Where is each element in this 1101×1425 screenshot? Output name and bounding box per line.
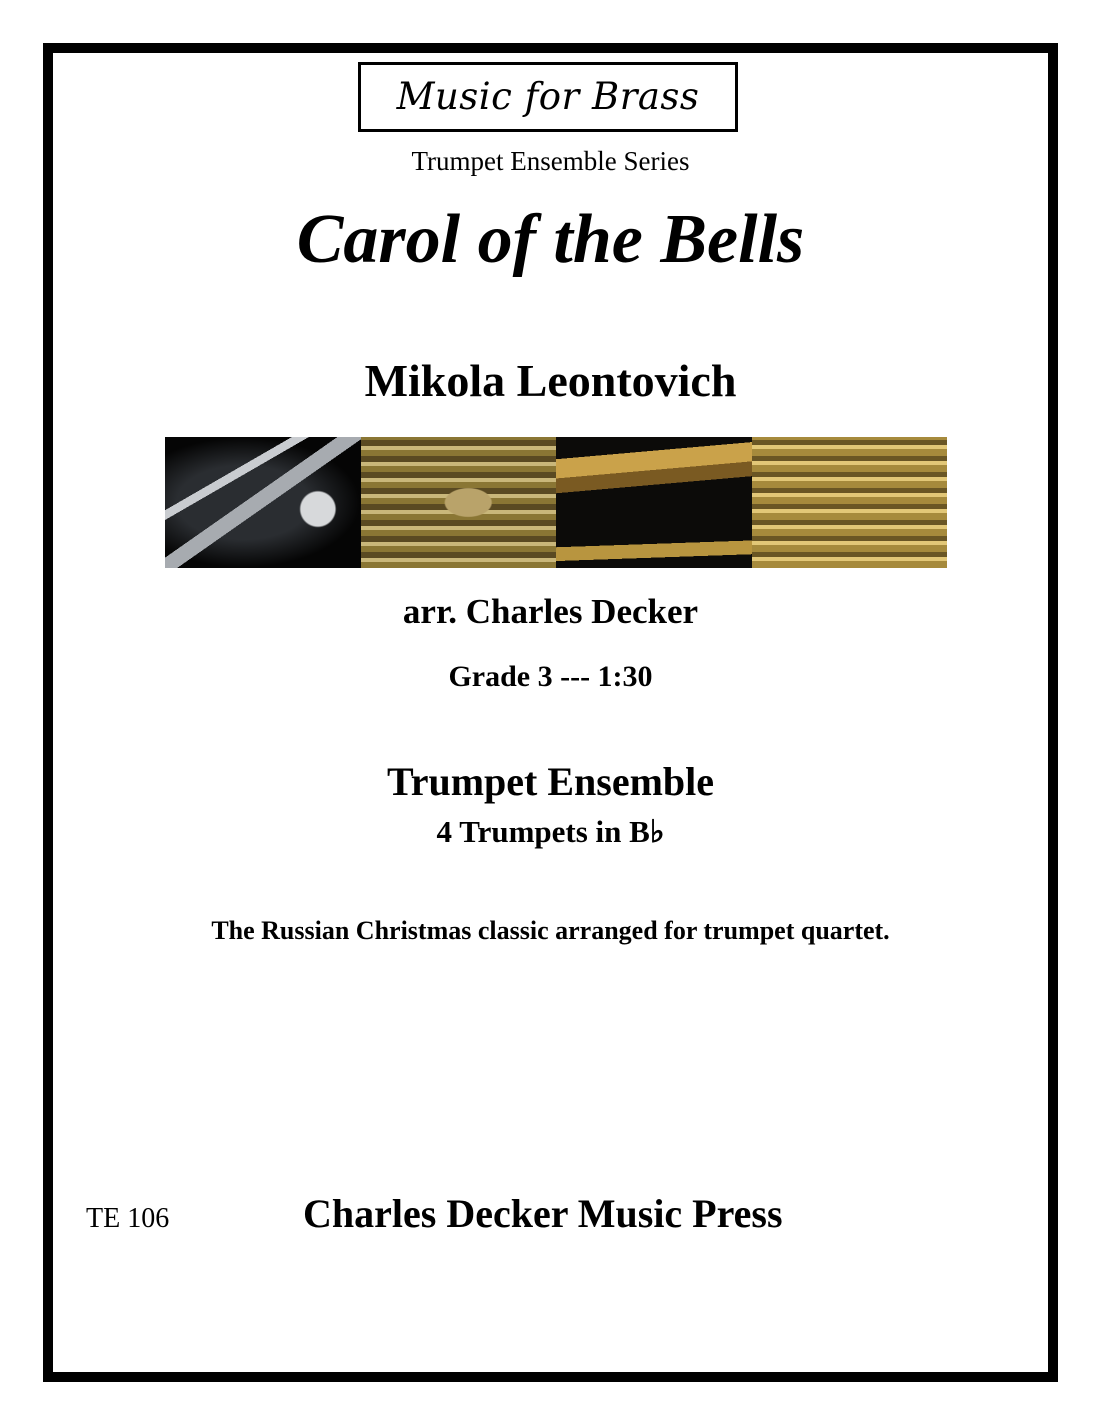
piece-title: Carol of the Bells bbox=[296, 201, 805, 278]
instrument-photo-strip bbox=[165, 437, 947, 568]
trombone-photo-icon bbox=[556, 437, 752, 568]
subseries-label: Trumpet Ensemble Series bbox=[411, 146, 690, 176]
ensemble-type: Trumpet Ensemble bbox=[386, 759, 715, 804]
arranger: arr. Charles Decker bbox=[402, 592, 699, 631]
trumpet-photo-icon bbox=[165, 437, 361, 568]
grade-duration: Grade 3 --- 1:30 bbox=[448, 660, 653, 693]
series-label: Music for Brass bbox=[396, 75, 700, 118]
french-horn-photo-icon bbox=[361, 437, 557, 568]
series-label-box bbox=[358, 62, 738, 132]
catalog-number: TE 106 bbox=[86, 1203, 170, 1234]
instrumentation: 4 Trumpets in B♭ bbox=[436, 814, 665, 849]
composer-name: Mikola Leontovich bbox=[364, 355, 737, 406]
publisher-name: Charles Decker Music Press bbox=[303, 1191, 783, 1236]
description: The Russian Christmas classic arranged for trumpet quartet. bbox=[211, 916, 890, 945]
tuba-photo-icon bbox=[752, 437, 948, 568]
